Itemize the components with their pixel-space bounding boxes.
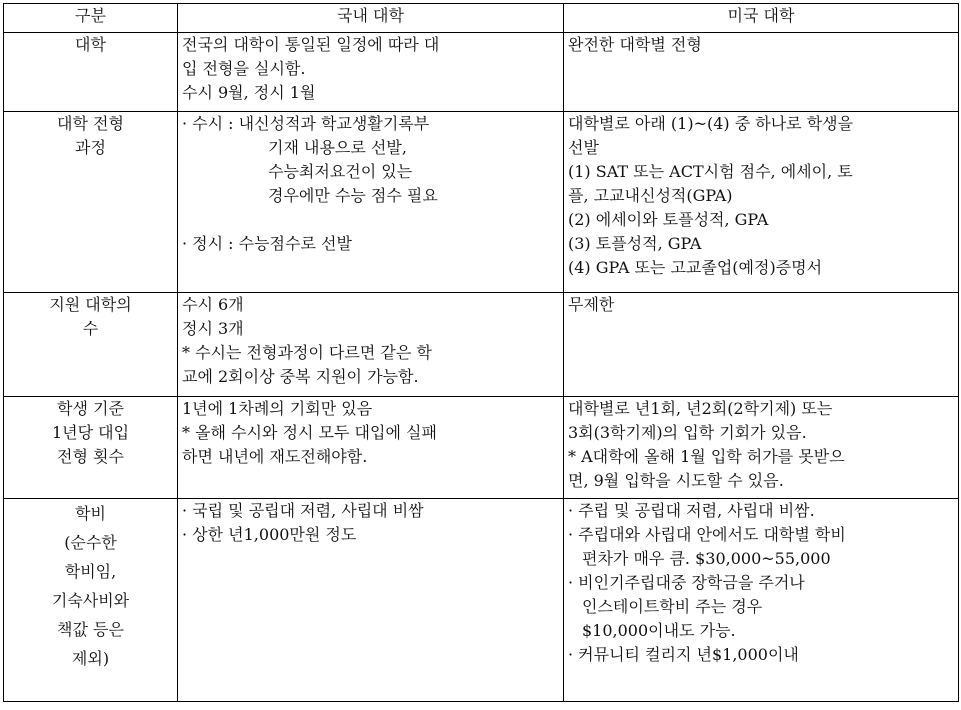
row-label: [4, 499, 178, 702]
text-line: · 비인기주립대중 장학금을 주거나: [568, 573, 805, 592]
label-line: 책값 등은: [57, 620, 124, 639]
text-line: 완전한 대학별 전형: [568, 35, 702, 54]
text-line: 편차가 매우 큼. $30,000~55,000: [582, 549, 831, 568]
text-line: 전국의 대학이 통일된 일정에 따라 대: [182, 35, 440, 54]
text-line: * 수시는 전형과정이 다르면 같은 학: [182, 343, 432, 362]
text-line: 입 전형을 실시함.: [182, 59, 306, 78]
us-cell: [564, 499, 959, 702]
text-line: 1년에 1차례의 기회만 있음: [182, 399, 373, 418]
text-line: * 올해 수시와 정시 모두 대입에 실패: [182, 423, 437, 442]
label-line: 학비임,: [64, 562, 117, 581]
text-line: 인스테이트학비 주는 경우: [582, 597, 763, 616]
text-line: 면, 9월 입학을 시도할 수 있음.: [568, 471, 784, 490]
label-line: 학생 기준: [57, 399, 124, 418]
label-line: 과정: [75, 138, 106, 157]
domestic-cell: [178, 499, 564, 702]
label-line: 전형 횟수: [57, 447, 124, 466]
text-line: · 상한 년1,000만원 정도: [182, 525, 357, 544]
row-label: [4, 112, 178, 293]
header-category: 구분: [4, 4, 178, 33]
us-cell: [564, 112, 959, 293]
label-line: 대학 전형: [57, 114, 124, 133]
text-line: 하면 내년에 재도전해야함.: [182, 447, 368, 466]
header-row: [4, 4, 959, 33]
label-line: 수: [82, 319, 99, 338]
text-line: 수시 6개: [182, 295, 244, 314]
label-line: 기숙사비와: [51, 591, 130, 610]
text-line: 선발: [568, 138, 599, 157]
text-line: 수시 9월, 정시 1월: [182, 83, 316, 102]
header-domestic: 국내 대학: [178, 4, 564, 33]
table-row: [4, 112, 959, 293]
us-cell: [564, 293, 959, 397]
text-line: (4) GPA 또는 고교졸업(예정)증명서: [568, 258, 823, 277]
text-line: · 커뮤니티 컬리지 년$1,000이내: [568, 645, 799, 664]
text-line: 교에 2회이상 중복 지원이 가능함.: [182, 367, 419, 386]
row-label: [4, 293, 178, 397]
table-row: [4, 499, 959, 702]
table-row: [4, 397, 959, 499]
label-line: 제외): [71, 649, 110, 668]
comparison-table: [3, 3, 959, 702]
spacer: [182, 208, 559, 232]
label-line: 학비: [75, 504, 106, 523]
text-line: 기재 내용으로 선발,: [268, 138, 407, 157]
text-line: 플, 고교내신성적(GPA): [568, 186, 733, 205]
text-line: 정시 3개: [182, 319, 244, 338]
text-line: * A대학에 올해 1월 입학 허가를 못받으: [568, 447, 845, 466]
domestic-cell: [178, 112, 564, 293]
label-line: 대학: [75, 35, 106, 54]
label-line: 지원 대학의: [49, 295, 132, 314]
text-line: · 정시 : 수능점수로 선발: [182, 234, 352, 253]
table-row: [4, 33, 959, 112]
text-line: · 국립 및 공립대 저렴, 사립대 비쌈: [182, 501, 424, 520]
text-line: 대학별로 아래 (1)~(4) 중 하나로 학생을: [568, 114, 854, 133]
header-us: 미국 대학: [564, 4, 959, 33]
domestic-cell: [178, 397, 564, 499]
label-line: (순수한: [64, 533, 117, 552]
row-label: [4, 33, 178, 112]
text-line: 대학별로 년1회, 년2회(2학기제) 또는: [568, 399, 833, 418]
text-line: $10,000이내도 가능.: [582, 621, 736, 640]
text-line: (2) 에세이와 토플성적, GPA: [568, 210, 769, 229]
label-line: 1년당 대입: [51, 423, 130, 442]
row-label: [4, 397, 178, 499]
text-line: 경우에만 수능 점수 필요: [268, 186, 438, 205]
text-line: · 수시 : 내신성적과 학교생활기록부: [182, 114, 430, 133]
us-cell: [564, 397, 959, 499]
text-line: 3회(3학기제)의 입학 기회가 있음.: [568, 423, 807, 442]
text-line: · 주립대와 사립대 안에서도 대학별 학비: [568, 525, 846, 544]
us-cell: [564, 33, 959, 112]
text-line: (1) SAT 또는 ACT시험 점수, 에세이, 토: [568, 162, 853, 181]
domestic-cell: [178, 293, 564, 397]
text-line: (3) 토플성적, GPA: [568, 234, 702, 253]
text-line: 수능최저요건이 있는: [268, 162, 413, 181]
text-line: 무제한: [568, 295, 615, 314]
domestic-cell: [178, 33, 564, 112]
text-line: · 주립 및 공립대 저렴, 사립대 비쌈.: [568, 501, 815, 520]
table-row: [4, 293, 959, 397]
